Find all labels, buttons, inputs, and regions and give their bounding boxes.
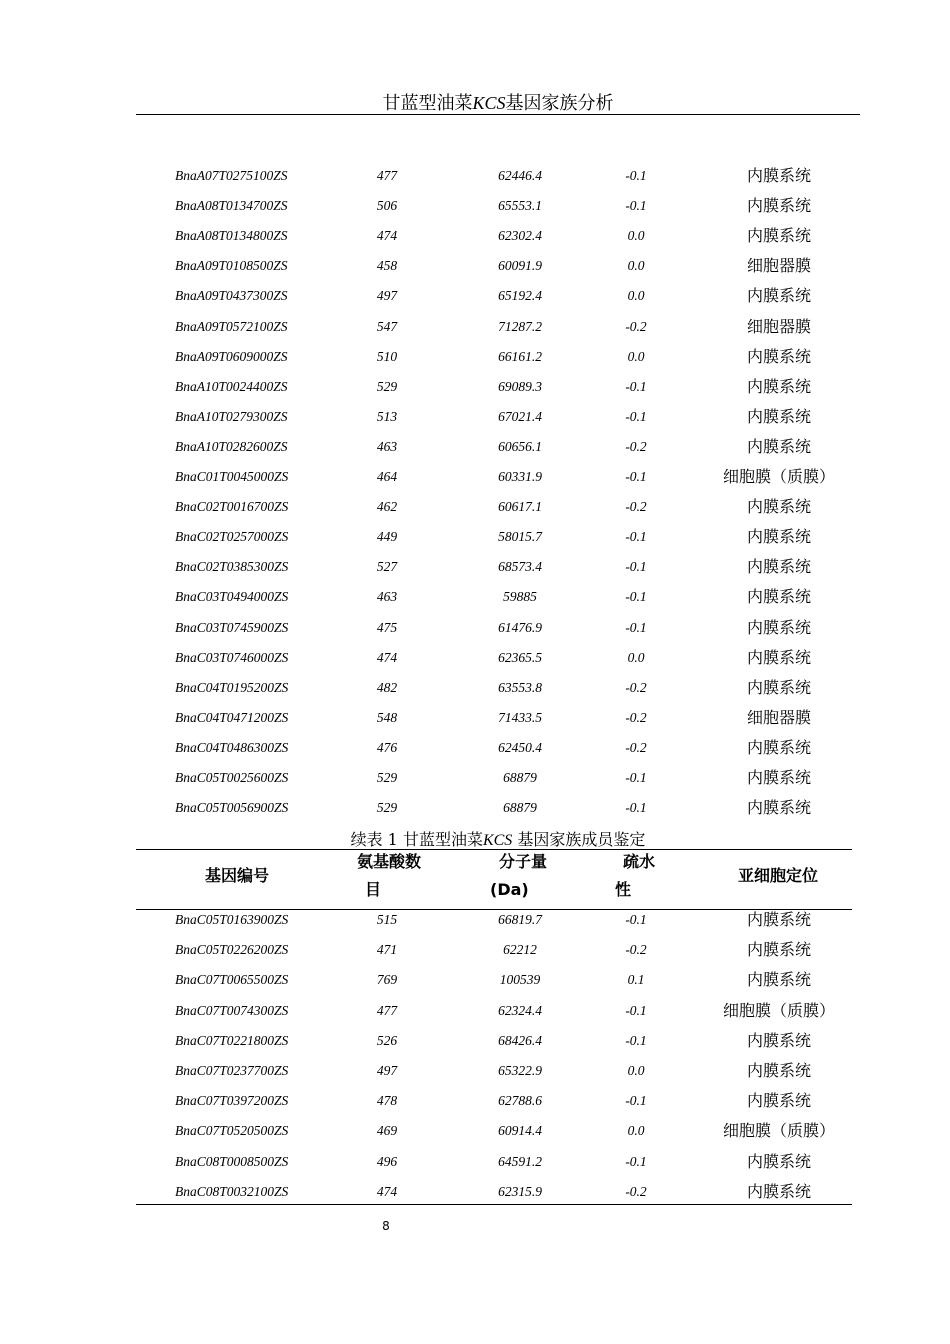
table-row (136, 402, 852, 432)
hydrophobicity-cell: -0.1 (625, 1093, 647, 1109)
molecular-weight-cell: 62450.4 (498, 739, 542, 755)
aa-count-cell: 475 (376, 619, 398, 635)
subcellular-location-cell: 内膜系统 (746, 346, 812, 366)
molecular-weight-cell: 62365.5 (498, 649, 542, 665)
aa-count-cell: 477 (376, 168, 398, 183)
hydrophobicity-cell: -0.1 (625, 378, 647, 394)
header-mw-line2: (Da) (490, 880, 529, 899)
hydrophobicity-cell: -0.2 (625, 942, 647, 958)
subcellular-location-cell: 内膜系统 (746, 406, 812, 426)
subcellular-location-cell: 内膜系统 (746, 1030, 812, 1050)
subcellular-location-cell: 细胞膜（质膜） (722, 467, 836, 486)
gene-id-cell: BnaC03T0746000ZS (175, 649, 289, 665)
aa-count-cell: 462 (376, 499, 398, 515)
subcellular-location-cell: 内膜系统 (746, 527, 812, 547)
header-aa-count-line2: 目 (365, 880, 382, 899)
hydrophobicity-cell: -0.1 (625, 770, 647, 785)
molecular-weight-cell: 60331.9 (498, 469, 542, 484)
gene-id-cell: BnaA10T0279300ZS (175, 408, 288, 424)
table-row (136, 462, 852, 492)
aa-count-cell: 548 (376, 709, 398, 725)
aa-count-cell: 471 (376, 942, 398, 958)
table-row (136, 522, 852, 552)
subcellular-location-cell: 内膜系统 (746, 768, 812, 787)
subcellular-location-cell: 内膜系统 (746, 798, 812, 818)
molecular-weight-cell: 71433.5 (498, 709, 542, 725)
gene-id-cell: BnaA09T0108500ZS (175, 258, 288, 274)
hydrophobicity-cell: -0.1 (625, 1002, 647, 1018)
subcellular-location-cell: 细胞膜（质膜） (722, 1121, 836, 1141)
gene-id-cell: BnaC04T0471200ZS (175, 709, 289, 725)
hydrophobicity-cell: 0.0 (627, 348, 645, 364)
hydrophobicity-cell: -0.2 (625, 438, 647, 454)
molecular-weight-cell: 69089.3 (498, 378, 542, 394)
subcellular-location-cell: 细胞膜（质膜） (722, 1000, 836, 1020)
gene-id-cell: BnaC02T0016700ZS (175, 499, 289, 515)
table-row (136, 492, 852, 522)
aa-count-cell: 496 (376, 1153, 398, 1169)
gene-id-cell: BnaC05T0025600ZS (175, 770, 289, 785)
hydrophobicity-cell: 0.0 (627, 1063, 645, 1078)
table-row (136, 582, 852, 612)
hydrophobicity-cell: 0.0 (627, 1123, 645, 1139)
aa-count-cell: 547 (376, 318, 398, 334)
gene-id-cell: BnaA09T0572100ZS (175, 318, 288, 334)
molecular-weight-cell: 63553.8 (498, 679, 542, 695)
header-gene-id: 基因编号 (205, 866, 270, 885)
gene-id-cell: BnaC04T0195200ZS (175, 679, 289, 695)
subcellular-location-cell: 内膜系统 (746, 647, 812, 667)
gene-id-cell: BnaC07T0221800ZS (175, 1032, 289, 1048)
table-top-rule (136, 849, 852, 850)
header-rule (136, 114, 860, 115)
hydrophobicity-cell: -0.1 (625, 1032, 647, 1048)
table-caption: 续表 1 甘蓝型油菜KCS 基因家族成员鉴定 (350, 830, 646, 849)
aa-count-cell: 449 (376, 529, 398, 545)
subcellular-location-cell: 内膜系统 (746, 940, 812, 960)
hydrophobicity-cell: -0.1 (625, 619, 647, 635)
molecular-weight-cell: 60617.1 (498, 499, 542, 515)
hydrophobicity-cell: -0.2 (625, 318, 647, 334)
table-row (136, 965, 852, 995)
molecular-weight-cell: 68879 (503, 770, 537, 785)
table-row (136, 432, 852, 462)
molecular-weight-cell: 67021.4 (498, 408, 542, 424)
aa-count-cell: 476 (376, 739, 398, 755)
aa-count-cell: 458 (376, 258, 398, 274)
subcellular-location-cell: 内膜系统 (746, 617, 812, 637)
molecular-weight-cell: 68573.4 (498, 559, 542, 575)
hydrophobicity-cell: -0.2 (625, 679, 647, 695)
table-row (136, 552, 852, 582)
table-row (136, 1116, 852, 1146)
table-row (136, 342, 852, 372)
molecular-weight-cell: 62788.6 (498, 1093, 542, 1109)
molecular-weight-cell: 66161.2 (498, 348, 542, 364)
table-row (136, 703, 852, 733)
molecular-weight-cell: 59885 (503, 589, 537, 605)
aa-count-cell: 463 (376, 589, 398, 605)
table-row (136, 763, 852, 793)
page-number: 8 (382, 1219, 390, 1233)
table-row (136, 1147, 852, 1177)
gene-id-cell: BnaC07T0237700ZS (175, 1063, 289, 1078)
gene-id-cell: BnaA07T0275100ZS (175, 168, 288, 183)
aa-count-cell: 474 (376, 649, 398, 665)
table-row (136, 673, 852, 703)
molecular-weight-cell: 62446.4 (498, 168, 542, 183)
molecular-weight-cell: 100539 (499, 972, 541, 988)
table-row (136, 613, 852, 643)
table-row (136, 935, 852, 965)
hydrophobicity-cell: -0.2 (625, 709, 647, 725)
subcellular-location-cell: 内膜系统 (746, 436, 812, 456)
table-row (136, 312, 852, 342)
hydrophobicity-cell: -0.2 (625, 739, 647, 755)
molecular-weight-cell: 68426.4 (498, 1032, 542, 1048)
molecular-weight-cell: 62212 (503, 942, 537, 958)
hydrophobicity-cell: -0.2 (625, 1183, 647, 1199)
table-row (136, 281, 852, 311)
molecular-weight-cell: 60656.1 (498, 438, 542, 454)
hydrophobicity-cell: -0.1 (625, 529, 647, 545)
header-aa-count-line1: 氨基酸数 (357, 852, 422, 871)
hydrophobicity-cell: -0.1 (625, 168, 647, 183)
table-row (136, 251, 852, 281)
gene-id-cell: BnaC05T0056900ZS (175, 800, 289, 816)
hydrophobicity-cell: -0.1 (625, 408, 647, 424)
aa-count-cell: 464 (376, 469, 398, 484)
molecular-weight-cell: 58015.7 (498, 529, 542, 545)
molecular-weight-cell: 66819.7 (498, 912, 542, 927)
aa-count-cell: 769 (376, 972, 398, 988)
molecular-weight-cell: 61476.9 (498, 619, 542, 635)
hydrophobicity-cell: 0.0 (627, 228, 645, 244)
hydrophobicity-cell: -0.1 (625, 469, 647, 484)
aa-count-cell: 515 (376, 912, 398, 927)
subcellular-location-cell: 内膜系统 (746, 910, 812, 929)
hydrophobicity-cell: -0.1 (625, 589, 647, 605)
subcellular-location-cell: 细胞器膜 (746, 707, 812, 727)
hydrophobicity-cell: -0.1 (625, 1153, 647, 1169)
aa-count-cell: 529 (376, 378, 398, 394)
aa-count-cell: 469 (376, 1123, 398, 1139)
molecular-weight-cell: 62315.9 (498, 1183, 542, 1199)
table-row (136, 221, 852, 251)
subcellular-location-cell: 内膜系统 (746, 1061, 812, 1080)
molecular-weight-cell: 65322.9 (498, 1063, 542, 1078)
hydrophobicity-cell: -0.1 (625, 559, 647, 575)
molecular-weight-cell: 60091.9 (498, 258, 542, 274)
hydrophobicity-cell: 0.0 (627, 258, 645, 274)
hydrophobicity-cell: -0.2 (625, 499, 647, 515)
table-row (136, 191, 852, 221)
hydrophobicity-cell: -0.1 (625, 912, 647, 927)
table-row (136, 372, 852, 402)
table-row (136, 733, 852, 763)
aa-count-cell: 510 (376, 348, 398, 364)
table-row (136, 643, 852, 673)
gene-id-cell: BnaC08T0008500ZS (175, 1153, 289, 1169)
header-mw-line1: 分子量 (499, 852, 548, 871)
aa-count-cell: 478 (376, 1093, 398, 1109)
table-row (136, 1177, 852, 1207)
molecular-weight-cell: 62302.4 (498, 228, 542, 244)
hydrophobicity-cell: -0.1 (625, 198, 647, 214)
subcellular-location-cell: 内膜系统 (746, 1181, 812, 1201)
subcellular-location-cell: 内膜系统 (746, 737, 812, 757)
subcellular-location-cell: 内膜系统 (746, 376, 812, 396)
table-row (136, 161, 852, 191)
gene-id-cell: BnaC07T0397200ZS (175, 1093, 289, 1109)
gene-id-cell: BnaC05T0163900ZS (175, 912, 289, 927)
aa-count-cell: 463 (376, 438, 398, 454)
molecular-weight-cell: 68879 (503, 800, 537, 816)
gene-id-cell: BnaA08T0134700ZS (175, 198, 288, 214)
gene-id-cell: BnaA09T0609000ZS (175, 348, 288, 364)
gene-id-cell: BnaC05T0226200ZS (175, 942, 289, 958)
subcellular-location-cell: 内膜系统 (746, 587, 812, 607)
running-header: 甘蓝型油菜KCS基因家族分析 (382, 93, 614, 114)
subcellular-location-cell: 内膜系统 (746, 677, 812, 697)
gene-id-cell: BnaC07T0074300ZS (175, 1002, 289, 1018)
subcellular-location-cell: 内膜系统 (746, 497, 812, 517)
aa-count-cell: 529 (376, 770, 398, 785)
table-row (136, 1086, 852, 1116)
molecular-weight-cell: 65192.4 (498, 288, 542, 304)
header-hydro-line2: 性 (615, 880, 632, 899)
gene-id-cell: BnaC07T0520500ZS (175, 1123, 289, 1139)
gene-id-cell: BnaC03T0494000ZS (175, 589, 289, 605)
gene-id-cell: BnaC03T0745900ZS (175, 619, 289, 635)
table-row (136, 996, 852, 1026)
subcellular-location-cell: 细胞器膜 (746, 256, 812, 276)
gene-id-cell: BnaC02T0385300ZS (175, 559, 289, 575)
hydrophobicity-cell: 0.0 (627, 649, 645, 665)
aa-count-cell: 482 (376, 679, 398, 695)
molecular-weight-cell: 60914.4 (498, 1123, 542, 1139)
table-row (136, 1056, 852, 1086)
gene-id-cell: BnaA10T0024400ZS (175, 378, 288, 394)
gene-id-cell: BnaC07T0065500ZS (175, 972, 289, 988)
aa-count-cell: 526 (376, 1032, 398, 1048)
table-row (136, 1026, 852, 1056)
subcellular-location-cell: 细胞器膜 (746, 316, 812, 336)
aa-count-cell: 527 (376, 559, 398, 575)
gene-id-cell: BnaA09T0437300ZS (175, 288, 288, 304)
hydrophobicity-cell: -0.1 (625, 800, 647, 816)
aa-count-cell: 474 (376, 1183, 398, 1199)
table-row (136, 793, 852, 823)
gene-id-cell: BnaC08T0032100ZS (175, 1183, 289, 1199)
molecular-weight-cell: 65553.1 (498, 198, 542, 214)
header-hydro-line1: 疏水 (623, 852, 656, 871)
aa-count-cell: 497 (376, 1063, 398, 1078)
gene-id-cell: BnaC01T0045000ZS (175, 469, 289, 484)
table-bottom-rule (136, 1204, 852, 1205)
subcellular-location-cell: 内膜系统 (746, 970, 812, 990)
molecular-weight-cell: 64591.2 (498, 1153, 542, 1169)
gene-id-cell: BnaC04T0486300ZS (175, 739, 289, 755)
subcellular-location-cell: 内膜系统 (746, 1091, 812, 1111)
molecular-weight-cell: 62324.4 (498, 1002, 542, 1018)
hydrophobicity-cell: 0.0 (627, 288, 645, 304)
aa-count-cell: 529 (376, 800, 398, 816)
gene-id-cell: BnaA10T0282600ZS (175, 438, 288, 454)
subcellular-location-cell: 内膜系统 (746, 286, 812, 306)
header-subcellular-location: 亚细胞定位 (738, 866, 819, 885)
subcellular-location-cell: 内膜系统 (746, 196, 812, 216)
aa-count-cell: 474 (376, 228, 398, 244)
subcellular-location-cell: 内膜系统 (746, 226, 812, 246)
aa-count-cell: 477 (376, 1002, 398, 1018)
molecular-weight-cell: 71287.2 (498, 318, 542, 334)
gene-id-cell: BnaA08T0134800ZS (175, 228, 288, 244)
hydrophobicity-cell: 0.1 (627, 972, 645, 988)
table-row (136, 905, 852, 935)
gene-id-cell: BnaC02T0257000ZS (175, 529, 289, 545)
aa-count-cell: 497 (376, 288, 398, 304)
aa-count-cell: 513 (376, 408, 398, 424)
subcellular-location-cell: 内膜系统 (746, 557, 812, 577)
aa-count-cell: 506 (376, 198, 398, 214)
subcellular-location-cell: 内膜系统 (746, 1151, 812, 1171)
subcellular-location-cell: 内膜系统 (746, 166, 812, 185)
